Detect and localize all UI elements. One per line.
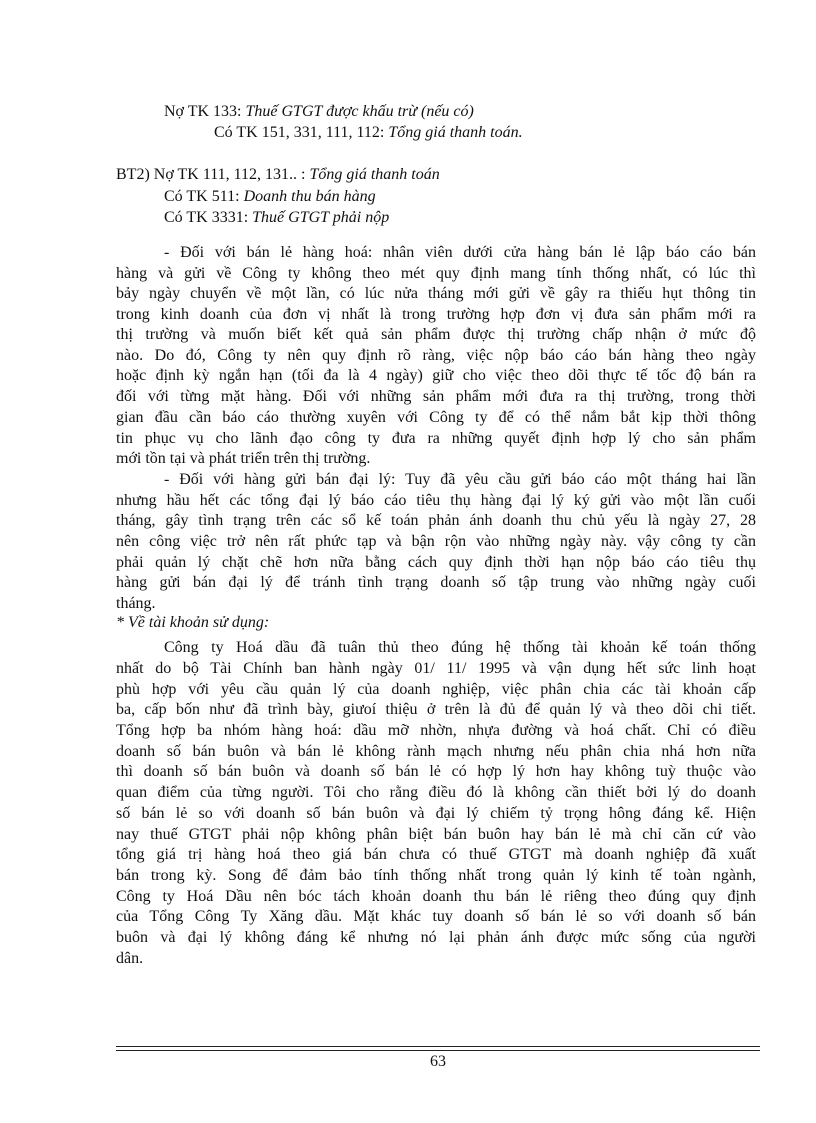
- page-number: 63: [430, 1053, 446, 1070]
- paragraph-line: phải quản lý chặt chẽ hơn nữa bằng cách quy định thời hạn nộp báo cáo tiêu thụ: [116, 554, 756, 571]
- entry-description: Tổng giá thanh toán.: [388, 124, 523, 141]
- entry-credit-151: [214, 123, 523, 142]
- paragraph-line: của Tổng Công Ty Xăng dầu. Mặt khác tuy doanh số bán lẻ so với doanh số bán: [116, 908, 756, 925]
- entry-label: Có TK 151, 331, 111, 112:: [214, 124, 385, 141]
- entry-debit-133: [164, 102, 474, 121]
- paragraph-line: quan điểm của từng người. Tôi cho rằng điều đó là không cần thiết bởi lý do doanh: [116, 784, 756, 801]
- section-heading-accounts: * Về tài khoản sử dụng:: [116, 614, 270, 631]
- paragraph-line: bảy ngày chuyển về một lần, có lúc nửa tháng mới gửi về gây ra thiếu hụt thông tin: [116, 285, 756, 302]
- paragraph-line: nhất do bộ Tài Chính ban hành ngày 01/ 11/ 1995 và vận dụng hết sức linh hoạt: [116, 660, 756, 677]
- paragraph-line: thì doanh số bán buôn và doanh số bán lẻ có hợp lý hơn hay không tuỳ thuộc vào: [116, 763, 756, 780]
- paragraph-line: trong kinh doanh của đơn vị nhất là trong trường hợp đơn vị đưa sản phẩm mới ra: [116, 306, 756, 323]
- entry-label: Có TK 511:: [164, 188, 240, 205]
- paragraph-line: tháng.: [116, 595, 156, 612]
- entry-label: Có TK 3331:: [164, 209, 249, 226]
- paragraph-line: dân.: [116, 950, 144, 967]
- paragraph-line: tin phục vụ cho lãnh đạo công ty đưa ra những quyết định hợp lý cho sản phẩm: [116, 430, 756, 447]
- paragraph-line: tháng, gây tình trạng trên các sổ kế toán phản ánh doanh thu chủ yếu là ngày 27, 28: [116, 512, 756, 529]
- entry-credit-3331: [164, 208, 389, 227]
- entry-description: Thuế GTGT được khấu trừ (nếu có): [245, 103, 474, 120]
- paragraph-line: Tổng hợp ba nhóm hàng hoá: dầu mỡ nhờn, nhựa đường và hoá chất. Chỉ có điều: [116, 722, 756, 739]
- entry-description: Tổng giá thanh toán: [309, 166, 440, 183]
- entry-label: BT2) Nợ TK 111, 112, 131.. :: [116, 166, 306, 183]
- paragraph-line: nhưng hầu hết các tổng đại lý báo cáo tiêu thụ hàng đại lý ký gửi vào một lần cuối: [116, 492, 756, 509]
- paragraph-line: hàng và gửi về Công ty không theo mét quy định mang tính thống nhất, có lúc thì: [116, 265, 756, 282]
- entry-description: Doanh thu bán hàng: [243, 188, 376, 205]
- paragraph-line: đối với từng mặt hàng. Đối với những sản phẩm mới đưa ra thị trường, trong thời: [116, 388, 756, 405]
- paragraph-line: - Đối với hàng gửi bán đại lý: Tuy đã yêu cầu gửi báo cáo một tháng hai lần: [164, 471, 756, 488]
- paragraph-line: số bán lẻ so với doanh số bán buôn và đại lý chiếm tỷ trọng hông đáng kể. Hiện: [116, 805, 756, 822]
- paragraph-line: mới tồn tại và phát triển trên thị trường.: [116, 450, 371, 467]
- paragraph-line: phù hợp với yêu cầu quản lý của doanh nghiệp, việc phân chia các tài khoản cấp: [116, 681, 756, 698]
- entry-bt2-debit: [116, 165, 440, 184]
- paragraph-line: - Đối với bán lẻ hàng hoá: nhân viên dưới cửa hàng bán lẻ lập báo cáo bán: [164, 244, 756, 261]
- paragraph-line: hoặc định kỳ ngắn hạn (tối đa là 4 ngày) giữ cho việc theo dõi thực tế tốc độ bán ra: [116, 367, 756, 384]
- paragraph-line: ba, cấp bốn như đã trình bày, giưoí thiệu ở trên là đủ để quản lý và theo dõi chi tiết.: [116, 701, 756, 718]
- footer-rule-bottom: [116, 1050, 760, 1051]
- paragraph-line: Công ty Hoá Dầu nên bóc tách khoản doanh thu bán lẻ riêng theo đúng quy định: [116, 888, 756, 905]
- paragraph-line: Công ty Hoá dầu đã tuân thủ theo đúng hệ thống tài khoản kế toán thống: [164, 639, 756, 656]
- entry-description: Thuế GTGT phải nộp: [252, 209, 390, 226]
- footer-rule-top: [116, 1046, 760, 1047]
- paragraph-line: tổng giá trị hàng hoá theo giá bán chưa có thuế GTGT mà doanh nghiệp đã xuất: [116, 846, 756, 863]
- paragraph-line: doanh số bán buôn và bán lẻ không rành mạch nhưng nếu phân chia nhá hơn nữa: [116, 743, 756, 760]
- paragraph-line: bán trong kỳ. Song để đảm bảo tính thống nhất trong quản lý kinh tế toàn ngành,: [116, 867, 756, 884]
- paragraph-line: nay thuế GTGT phải nộp không phân biệt bán buôn hay bán lẻ mà chỉ căn cứ vào: [116, 826, 756, 843]
- paragraph-line: thị trường và muốn biết kết quả sản phẩm được thị trường chấp nhận ở mức độ: [116, 326, 756, 343]
- paragraph-line: nên công việc trở nên rất phức tạp và bận rộn vào những ngày này. vậy công ty cần: [116, 533, 756, 550]
- paragraph-line: nào. Do đó, Công ty nên quy định rõ ràng, việc nộp báo cáo bán hàng theo ngày: [116, 347, 756, 364]
- entry-credit-511: [164, 187, 376, 206]
- paragraph-line: hàng gửi bán đại lý để tránh tình trạng doanh số tập trung vào những ngày cuối: [116, 574, 756, 591]
- paragraph-line: gian đầu cần báo cáo thường xuyên với Công ty để có thể nắm bắt kịp thời thông: [116, 409, 756, 426]
- paragraph-line: buôn và đại lý không đáng kể nhưng nó lại phản ánh được mức sống của người: [116, 929, 756, 946]
- entry-label: Nợ TK 133:: [164, 103, 242, 120]
